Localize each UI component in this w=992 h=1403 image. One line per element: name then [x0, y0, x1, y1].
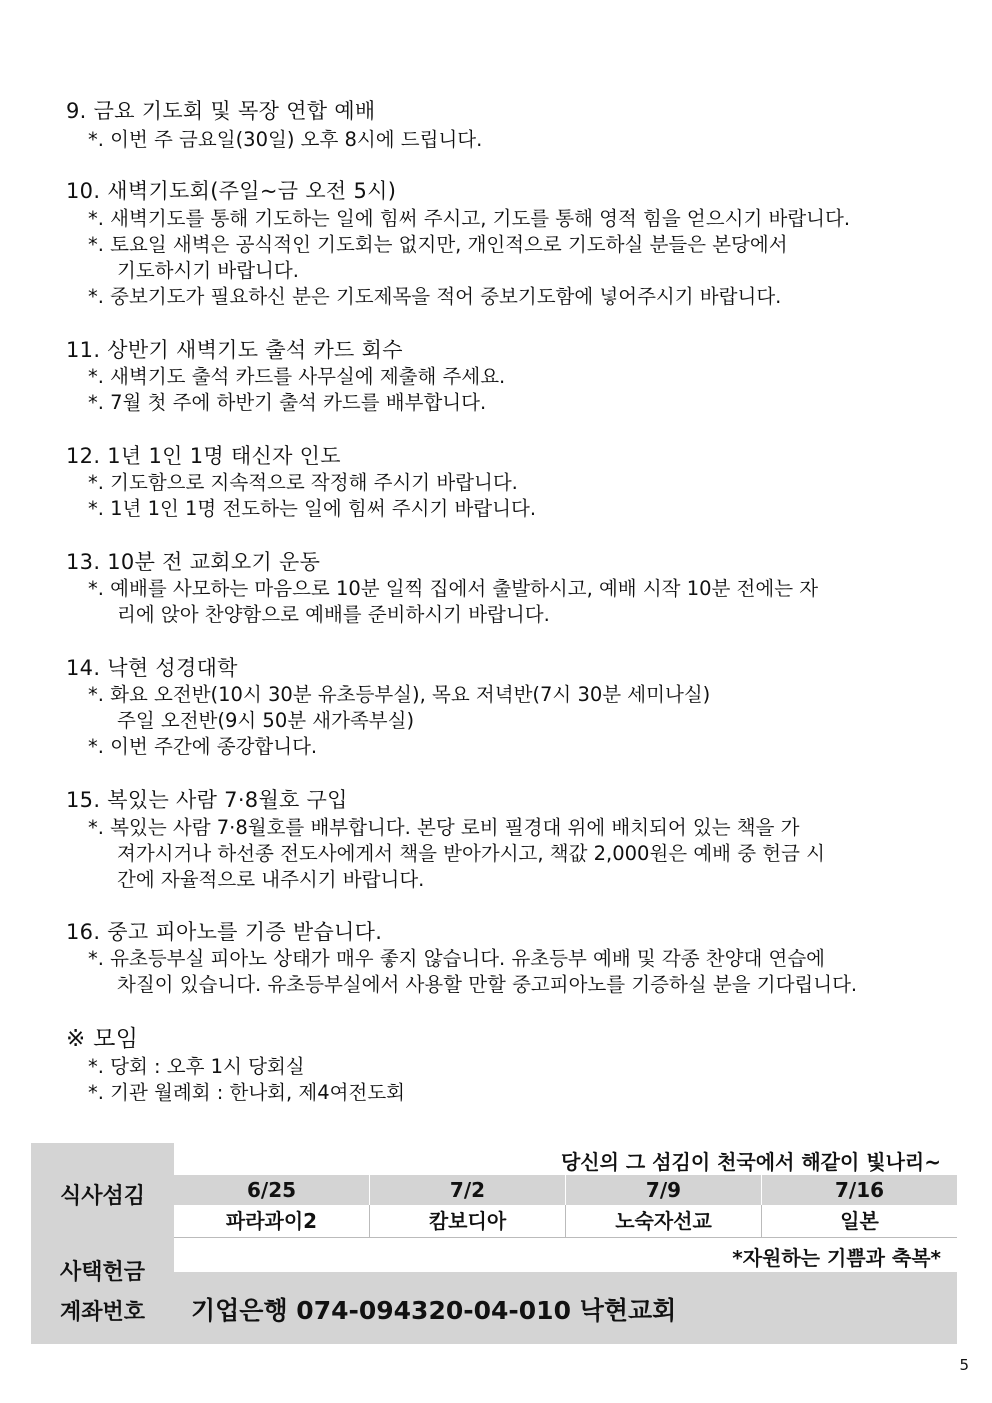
section-line: *. 7월 첫 주에 하반기 출석 카드를 배부합니다. [88, 391, 487, 414]
section-line: *. 화요 오전반(10시 30분 유초등부실), 목요 저녁반(7시 30분 세미나실) [88, 683, 711, 706]
section-line: *. 당회 : 오후 1시 당회실 [88, 1055, 305, 1078]
section-title: 16. 중고 피아노를 기증 받습니다. [66, 920, 383, 944]
meal-date: 7/2 [369, 1175, 565, 1205]
section-line: *. 1년 1인 1명 전도하는 일에 힘써 주시기 바랍니다. [88, 497, 537, 520]
section-line: *. 중보기도가 필요하신 분은 기도제목을 적어 중보기도함에 넣어주시기 바랍니다. [88, 285, 782, 308]
section-line: 간에 자율적으로 내주시기 바랍니다. [117, 868, 425, 891]
offering-bar [174, 1238, 957, 1272]
section-title: ※ 모임 [66, 1026, 139, 1052]
meal-date: 6/25 [246, 1178, 297, 1202]
section-title: 13. 10분 전 교회오기 운동 [66, 550, 321, 574]
section-title: 10. 새벽기도회(주일~금 오전 5시) [66, 179, 397, 203]
section-title: 12. 1년 1인 1명 태신자 인도 [66, 444, 341, 468]
section-line: *. 이번 주간에 종강합니다. [88, 735, 318, 758]
account-label: 계좌번호 [59, 1300, 145, 1325]
slogan-bar [174, 1143, 957, 1175]
section-line: *. 기도함으로 지속적으로 작정해 주시기 바랍니다. [88, 471, 518, 494]
slogan: 당신의 그 섬김이 천국에서 해같이 빛나리~ [560, 1150, 941, 1174]
section-title: 9. 금요 기도회 및 목장 연합 예배 [66, 99, 376, 123]
section-line: *. 이번 주 금요일(30일) 오후 8시에 드립니다. [88, 128, 483, 151]
meal-label: 식사섬김 [59, 1184, 145, 1209]
section-line: 기도하시기 바랍니다. [117, 259, 299, 282]
section-line: *. 새벽기도를 통해 기도하는 일에 힘써 주시고, 기도를 통해 영적 힘을 얻으시기 바랍니다. [88, 207, 851, 230]
section-title: 15. 복있는 사람 7·8월호 구입 [66, 788, 348, 812]
meal-date: 7/16 [761, 1175, 957, 1205]
meal-group: 노숙자선교 [565, 1205, 761, 1237]
section-line: 주일 오전반(9시 50분 새가족부실) [117, 709, 415, 732]
meal-groups-row [174, 1205, 957, 1237]
meal-date: 7/9 [565, 1175, 761, 1205]
page-number: 5 [959, 1356, 969, 1374]
section-line: 차질이 있습니다. 유초등부실에서 사용할 만할 중고피아노를 기증하실 분을 기다립니다. [117, 973, 858, 996]
section-title: 11. 상반기 새벽기도 출석 카드 회수 [66, 338, 403, 362]
offering-note: *자원하는 기쁨과 축복* [732, 1246, 941, 1270]
service-info-box [31, 1143, 957, 1344]
offering-label: 사택헌금 [59, 1260, 145, 1285]
section-title: 14. 낙현 성경대학 [66, 656, 238, 680]
meal-group: 일본 [761, 1205, 957, 1237]
section-line: *. 예배를 사모하는 마음으로 10분 일찍 집에서 출발하시고, 예배 시작 10분 전에는 자 [88, 577, 819, 600]
meal-group: 파라과이2 [225, 1209, 318, 1233]
section-line: *. 기관 월례회 : 한나회, 제4여전도회 [88, 1081, 405, 1104]
meal-group: 캄보디아 [369, 1205, 565, 1237]
section-line: *. 새벽기도 출석 카드를 사무실에 제출해 주세요. [88, 365, 506, 388]
section-line: *. 복있는 사람 7·8월호를 배부합니다. 본당 로비 필경대 위에 배치되어 있는 책을 가 [88, 816, 800, 839]
section-line: *. 유초등부실 피아노 상태가 매우 좋지 않습니다. 유초등부 예배 및 각종 찬양대 연습에 [88, 947, 825, 970]
section-line: 리에 앉아 찬양함으로 예배를 준비하시기 바랍니다. [117, 603, 550, 626]
account-number: 기업은행 074-094320-04-010 낙현교회 [191, 1296, 677, 1325]
section-line: *. 토요일 새벽은 공식적인 기도회는 없지만, 개인적으로 기도하실 분들은 본당에서 [88, 233, 788, 256]
section-line: 져가시거나 하선종 전도사에게서 책을 받아가시고, 책값 2,000원은 예배 중 헌금 시 [117, 842, 825, 865]
meal-dates-row [174, 1175, 957, 1205]
